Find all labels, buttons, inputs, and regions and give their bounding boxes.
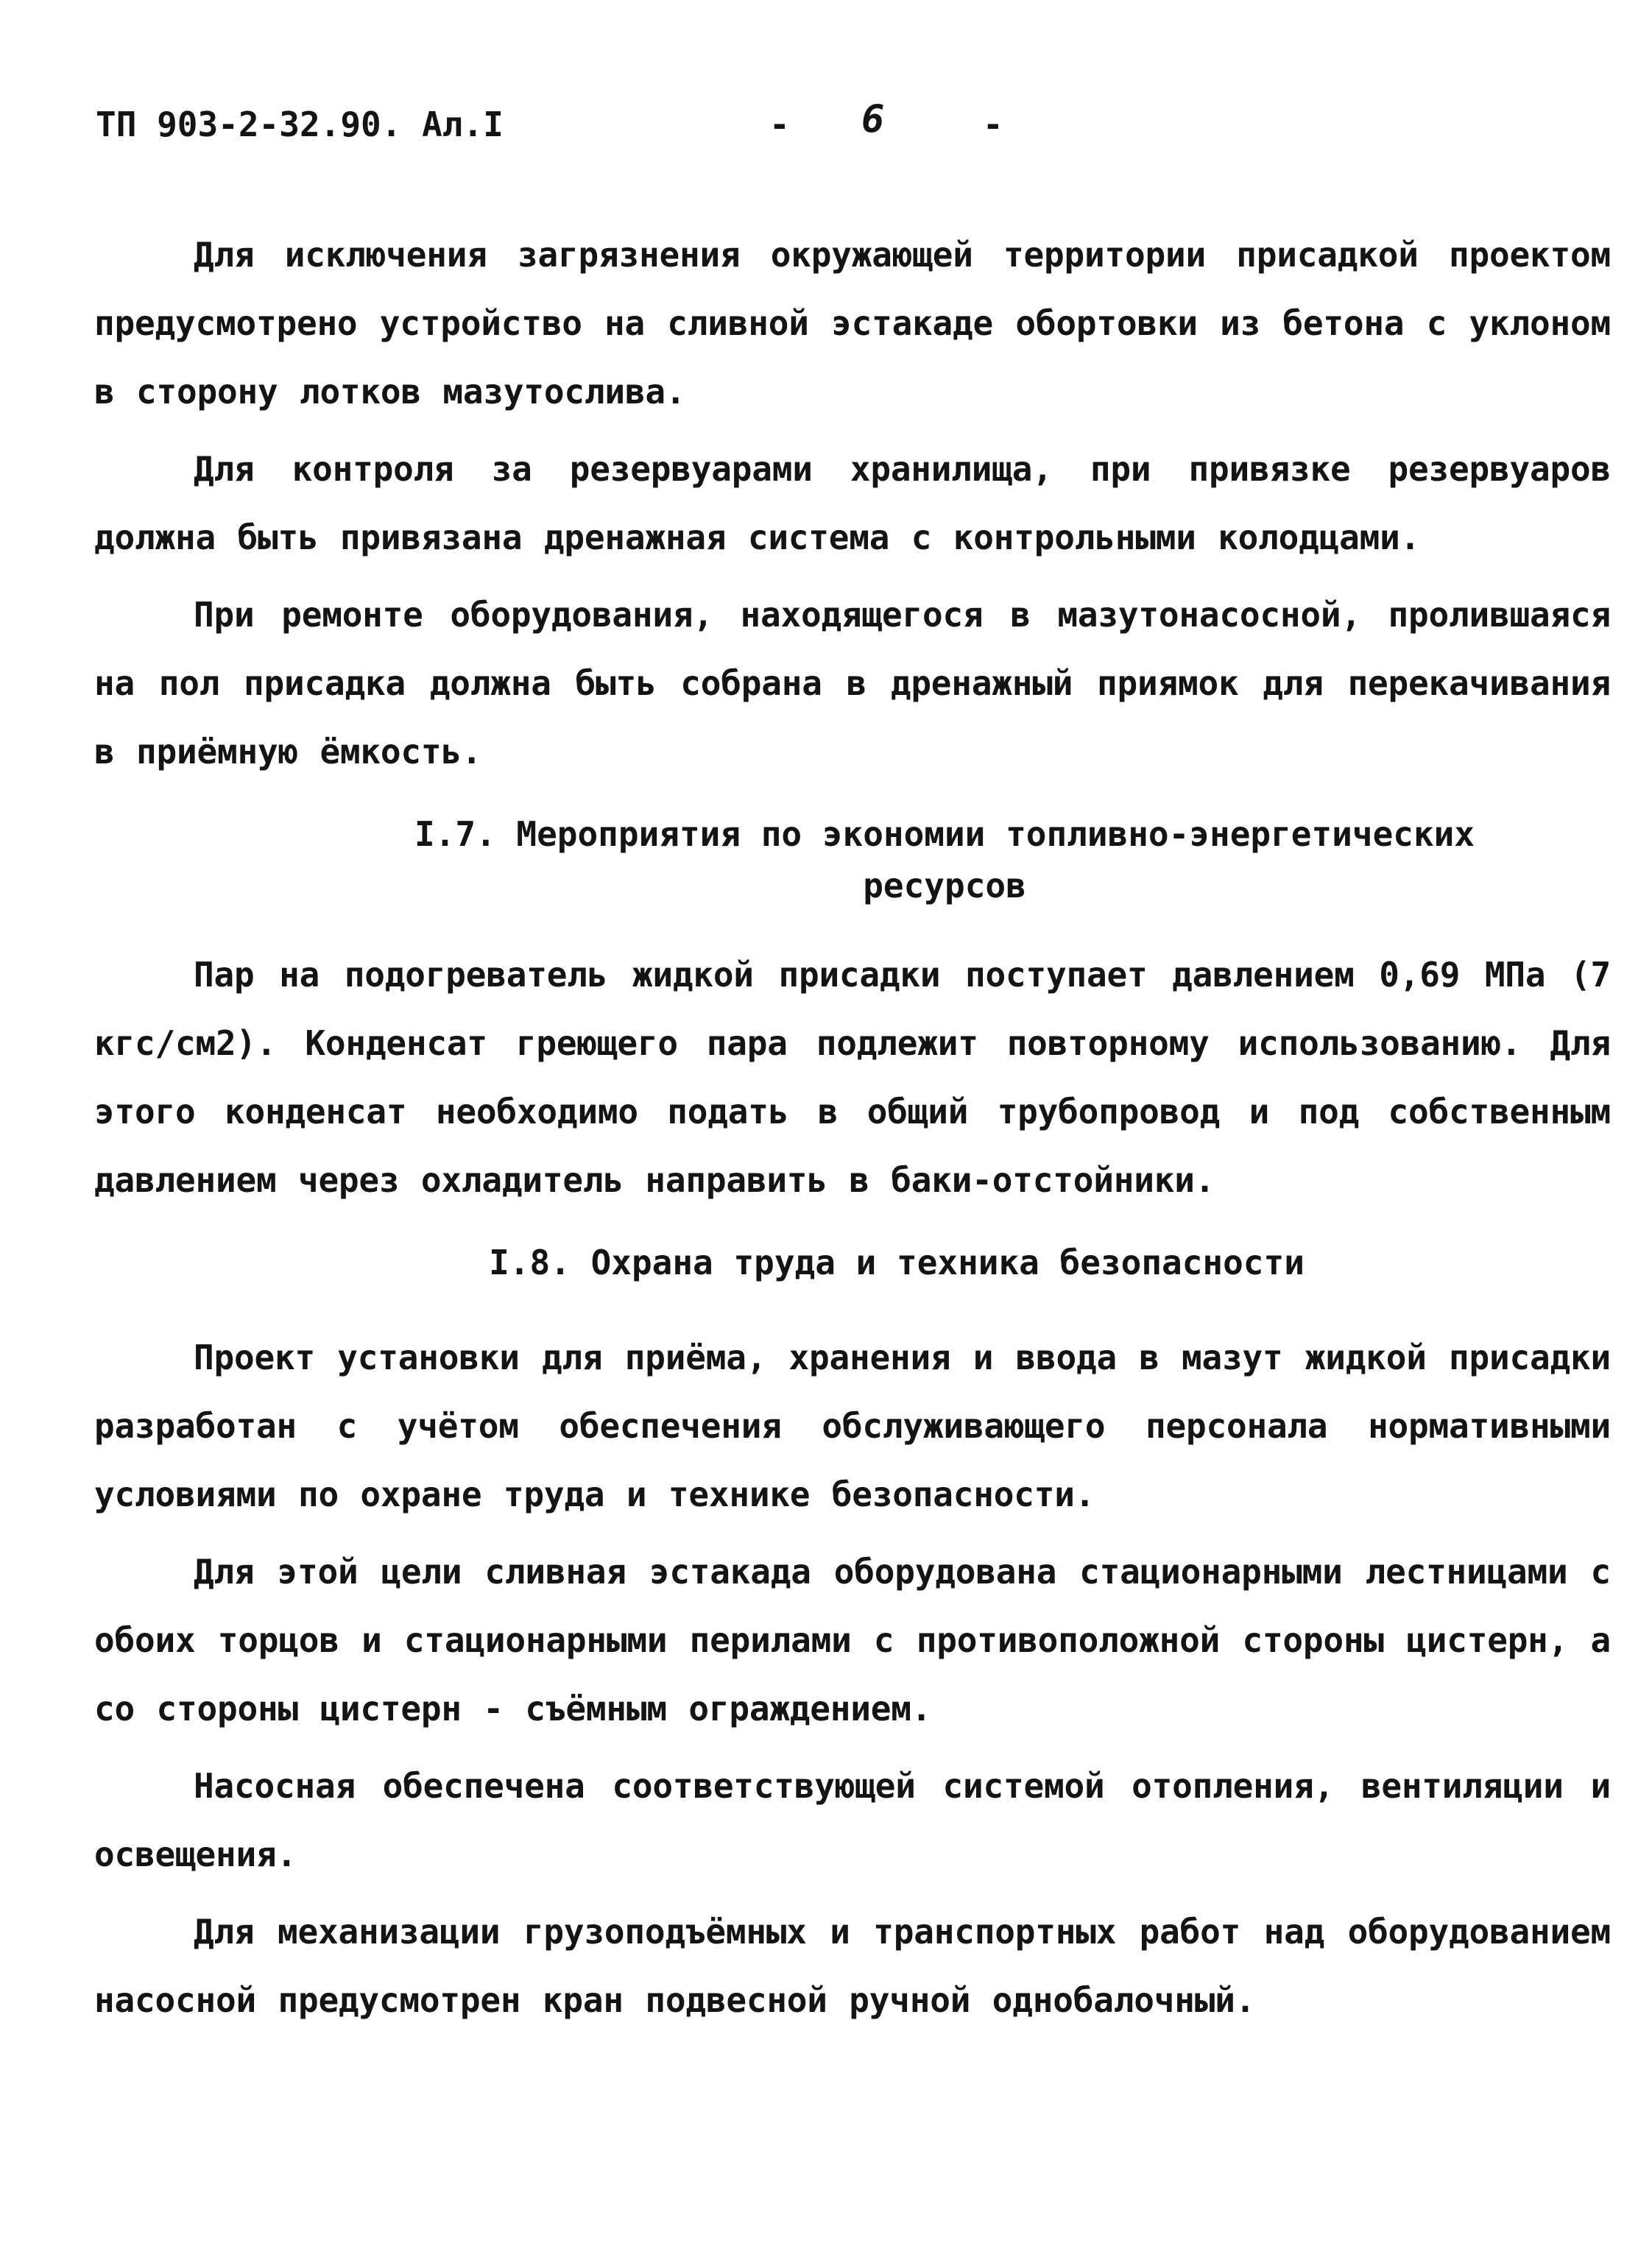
- paragraph-crane: Для механизации грузоподъёмных и транспортных работ над оборудованием насосной предусмотрен кран подвесной ручной однобалочный.: [94, 1912, 1611, 2020]
- page-header: [96, 97, 1053, 156]
- section-heading-1-7-line2: ресурсов: [863, 866, 1026, 905]
- section-heading-1-7: [94, 808, 1611, 911]
- section-heading-1-7-line1: I.7. Мероприятия по экономии топливно-энергетических: [414, 814, 1475, 854]
- document-body: [94, 221, 1611, 2035]
- page-number-dash-left: -: [769, 105, 790, 144]
- document-code: ТП 903-2-32.90. Ал.I: [96, 105, 504, 144]
- section-heading-1-8: [94, 1237, 1611, 1288]
- page-number: 6: [861, 97, 885, 141]
- paragraph-ladders-railings: Для этой цели сливная эстакада оборудована стационарными лестницами с обоих торцов и стационарными перилами с противоположной стороны цистерн, а со стороны цистерн - съёмным ограждением.: [94, 1552, 1611, 1728]
- page-number-dash-right: -: [983, 105, 1003, 144]
- paragraph-equipment-repair: При ремонте оборудования, находящегося в мазутонасосной, пролившаяся на пол присадка должна быть собрана в дренажный приямок для перекачивания в приёмную ёмкость.: [94, 595, 1611, 771]
- section-heading-1-8-title: I.8. Охрана труда и техника безопасности: [489, 1243, 1305, 1282]
- paragraph-heating-ventilation: Насосная обеспечена соответствующей системой отопления, вентиляции и освещения.: [94, 1766, 1611, 1874]
- paragraph-contamination: Для исключения загрязнения окружающей территории присадкой проектом предусмотрено устройство на сливной эстакаде обортовки из бетона с уклоном в сторону лотков мазутослива.: [94, 235, 1611, 412]
- paragraph-tank-control: Для контроля за резервуарами хранилища, при привязке резервуаров должна быть привязана дренажная система с контрольными колодцами.: [94, 449, 1611, 557]
- paragraph-steam-condensate: Пар на подогреватель жидкой присадки поступает давлением 0,69 МПа (7 кгс/см2). Конденсат греющего пара подлежит повторному использованию. Для этого конденсат необходимо подать в общий трубопровод и под собственным давлением через охладитель направить в баки-отстойники.: [94, 955, 1611, 1200]
- paragraph-safety-project: Проект установки для приёма, хранения и ввода в мазут жидкой присадки разработан с учётом обеспечения обслуживающего персонала нормативными условиями по охране труда и технике безопасности.: [94, 1338, 1611, 1514]
